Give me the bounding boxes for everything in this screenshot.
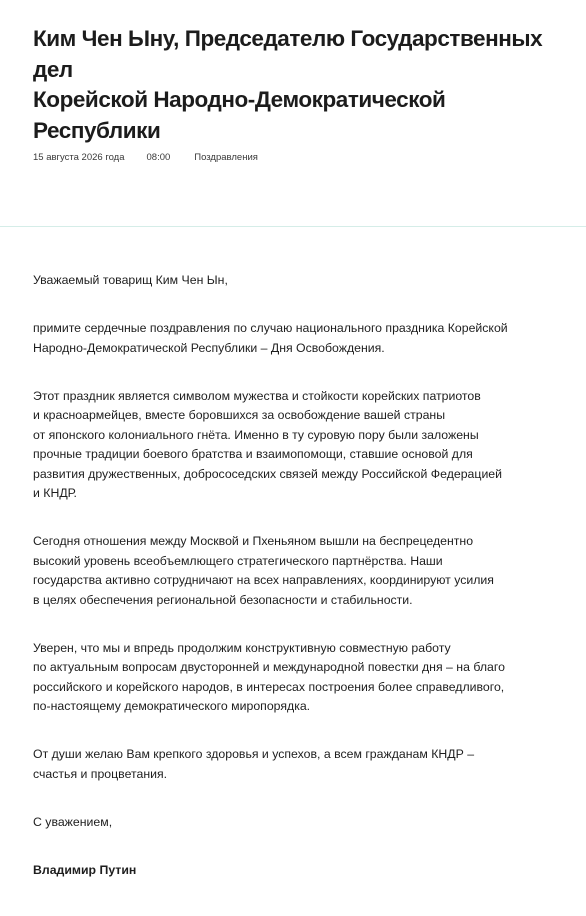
text-line: Сегодня отношения между Москвой и Пхеньяном вышли на беспрецедентно: [33, 534, 474, 548]
text-line: государства активно сотрудничают на всех направлениях, координируют усилия: [33, 573, 494, 587]
title-line: Корейской Народно-Демократической: [33, 87, 446, 112]
greeting: [33, 271, 573, 291]
text-line: Народно-Демократической Республики – Дня Освобождения.: [33, 340, 385, 355]
closing: [33, 813, 573, 833]
text-line: примите сердечные поздравления по случаю национального праздника Корейской: [33, 321, 508, 335]
page-title: [33, 24, 563, 146]
text-line: высокий уровень всеобъемлющего стратегического партнёрства. Наши: [33, 553, 443, 568]
text-line: Уважаемый товарищ Ким Чен Ын,: [33, 273, 228, 287]
text-line: От души желаю Вам крепкого здоровья и успехов, а всем гражданам КНДР –: [33, 747, 475, 761]
text-line: в целях обеспечения региональной безопасности и стабильности.: [33, 592, 413, 607]
paragraph-1: [33, 319, 573, 358]
publication-date: 15 августа 2026 года: [33, 152, 125, 163]
text-line: от японского колониального гнёта. Именно в ту суровую пору были заложены: [33, 427, 479, 442]
header-divider: [0, 226, 586, 227]
title-line: Ким Чен Ыну, Председателю Государственных дел: [33, 26, 543, 82]
text-line: по-настоящему демократического миропорядка.: [33, 699, 311, 713]
text-line: С уважением,: [33, 814, 113, 829]
text-line: российского и корейского народов, в интересах построения более справедливого,: [33, 679, 505, 694]
text-line: Этот праздник является символом мужества и стойкости корейских патриотов: [33, 388, 481, 403]
text-line: счастья и процветания.: [33, 766, 168, 781]
category-link[interactable]: Поздравления: [194, 152, 258, 163]
letter-body: [33, 271, 573, 909]
paragraph-5: [33, 745, 573, 784]
paragraph-2: [33, 387, 573, 504]
article-meta: [33, 151, 258, 165]
paragraph-4: [33, 639, 573, 717]
signature: [33, 861, 573, 881]
text-line: и КНДР.: [33, 486, 77, 500]
text-line: прочные традиции боевого братства и взаимопомощи, ставшие основой для: [33, 447, 473, 461]
title-line: Республики: [33, 117, 161, 143]
text-line: и красноармейцев, вместе боровшихся за освобождение вашей страны: [33, 408, 446, 422]
text-line: Уверен, что мы и впредь продолжим конструктивную совместную работу: [33, 640, 451, 655]
text-line: развития дружественных, добрососедских связей между Российской Федерацией: [33, 466, 503, 481]
text-line: по актуальным вопросам двусторонней и международной повестки дня – на благо: [33, 660, 505, 674]
publication-time: 08:00: [146, 152, 171, 163]
signature-name: Владимир Путин: [33, 862, 137, 877]
article-header: [0, 0, 586, 227]
paragraph-3: [33, 532, 573, 610]
